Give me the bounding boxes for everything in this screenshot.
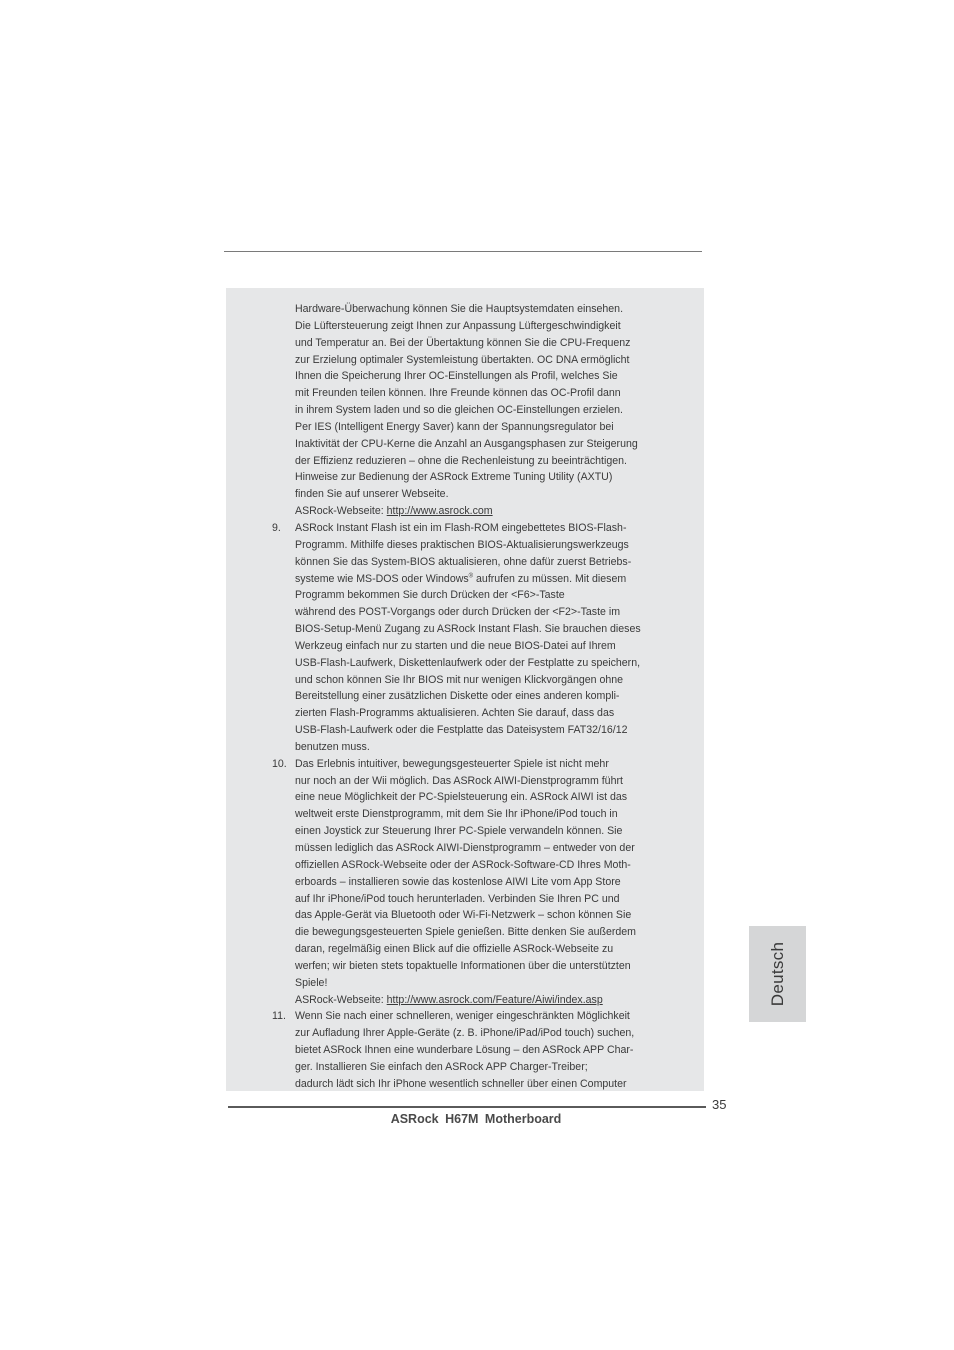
line-text-main: und Temperatur an. Bei der Übertaktung können Sie die CPU-Frequenz: [295, 336, 631, 349]
line-text: [295, 419, 614, 436]
line-text: [295, 335, 630, 352]
text-line: [226, 368, 704, 385]
text-line: [226, 806, 704, 823]
website-link[interactable]: http://www.asrock.com/Feature/Aiwi/index.asp: [386, 993, 603, 1006]
line-text-main: systeme wie MS-DOS oder Windows: [295, 572, 469, 585]
line-text-main: USB-Flash-Laufwerk oder die Festplatte das Dateisystem FAT32/16/12: [295, 724, 628, 737]
text-line: [226, 1076, 704, 1093]
line-text-main: Spiele!: [295, 976, 328, 989]
text-line: [226, 975, 704, 992]
line-text-main: zur Aufladung Ihrer Apple-Geräte (z. B. iPhone/iPad/iPod touch) suchen,: [295, 1027, 635, 1040]
language-tab-label: Deutsch: [767, 941, 787, 1007]
line-text: [295, 486, 449, 503]
line-text-main: bietet ASRock Ihnen eine wunderbare Lösung – den ASRock APP Char-: [295, 1044, 634, 1057]
text-line: [226, 1059, 704, 1076]
line-text: [295, 722, 627, 739]
text-line: [226, 520, 704, 537]
text-line: [226, 571, 704, 588]
line-text-main: ASRock-Webseite:: [295, 505, 387, 518]
line-text: [295, 587, 565, 604]
text-line: [226, 1008, 704, 1025]
line-text: [295, 789, 627, 806]
line-text: [295, 857, 631, 874]
text-line: [226, 874, 704, 891]
line-text: [295, 520, 626, 537]
text-line: [226, 318, 704, 335]
line-text: [295, 1008, 630, 1025]
line-text: [295, 368, 618, 385]
list-number: 11.: [272, 1010, 286, 1023]
line-text: [295, 554, 631, 571]
line-text: [295, 958, 631, 975]
line-text: [295, 891, 620, 908]
text-line: [226, 722, 704, 739]
text-line: [226, 503, 704, 520]
body-text: [226, 301, 704, 1093]
line-text-main: Bereitstellung einer zusätzlichen Diskette oder eines anderen kompli-: [295, 690, 620, 703]
line-text: [295, 941, 613, 958]
line-text-main: benutzen muss.: [295, 740, 370, 753]
text-line: [226, 385, 704, 402]
text-line: [226, 486, 704, 503]
text-line: [226, 941, 704, 958]
line-text: [295, 436, 638, 453]
line-text: [295, 1025, 634, 1042]
line-text-main: ASRock Instant Flash ist ein im Flash-ROM eingebettetes BIOS-Flash-: [295, 521, 627, 534]
line-text: [295, 604, 620, 621]
list-number: 10.: [272, 757, 287, 770]
page-number: 35: [712, 1097, 727, 1112]
line-text-main: offiziellen ASRock-Webseite oder der ASRock-Software-CD Ihres Moth-: [295, 858, 631, 871]
line-text: [295, 874, 621, 891]
line-text: [295, 352, 629, 369]
line-text-main: Programm bekommen Sie durch Drücken der <F6>-Taste: [295, 589, 565, 602]
registered-mark: ®: [468, 572, 474, 579]
line-text-main: zur Erzielung optimaler Systemleistung übertakten. OC DNA ermöglicht: [295, 353, 630, 366]
line-text: [295, 924, 636, 941]
line-text-main: erboards – installieren sowie das kostenlose AIWI Lite vom App Store: [295, 875, 621, 888]
line-text: [295, 705, 614, 722]
line-text: [295, 1059, 588, 1076]
text-line: [226, 739, 704, 756]
line-text: [295, 537, 629, 554]
text-line: [226, 436, 704, 453]
line-text-main: das Apple-Gerät via Bluetooth oder Wi-Fi-Netzwerk – schon können Sie: [295, 909, 632, 922]
line-text: [295, 975, 327, 992]
line-text-main: Wenn Sie nach einer schnelleren, weniger eingeschränkten Möglichkeit: [295, 1010, 630, 1023]
line-text: [295, 621, 641, 638]
text-line: [226, 992, 704, 1009]
line-text-main: daran, regelmäßig einen Blick auf die offizielle ASRock-Webseite zu: [295, 943, 614, 956]
line-text: [295, 806, 618, 823]
line-text: [295, 638, 616, 655]
line-text: [295, 402, 623, 419]
line-text-main: einen Joystick zur Steuerung Ihrer PC-Spiele verwandeln können. Sie: [295, 825, 623, 838]
line-text: [295, 739, 370, 756]
line-text-main: auf Ihr iPhone/iPod touch herunterladen. Verbinden Sie Ihren PC und: [295, 892, 620, 905]
line-text-main: und schon können Sie Ihr BIOS mit nur wenigen Klickvorgängen ohne: [295, 673, 624, 686]
line-text-main: Hardware-Überwachung können Sie die Hauptsystemdaten einsehen.: [295, 303, 624, 315]
text-line: [226, 756, 704, 773]
text-line: [226, 907, 704, 924]
line-text: [295, 992, 603, 1009]
line-text-main: können Sie das System-BIOS aktualisieren, ohne dafür zuerst Betriebs-: [295, 555, 632, 568]
language-tab: [749, 926, 806, 1022]
line-text-main: müssen lediglich das ASRock AIWI-Dienstprogramm – entweder von der: [295, 842, 635, 854]
text-line: [226, 1025, 704, 1042]
text-line: [226, 958, 704, 975]
line-text: [295, 1042, 633, 1059]
text-line: [226, 655, 704, 672]
line-text-main: werfen; wir bieten stets topaktuelle Informationen über die unterstützten: [295, 959, 631, 972]
line-text: [295, 756, 609, 773]
text-line: [226, 840, 704, 857]
line-text-main: der Effizienz reduzieren – ohne die Rechenleistung zu beeinträchtigen.: [295, 454, 627, 467]
text-line: [226, 688, 704, 705]
line-text-main: dadurch lädt sich Ihr iPhone wesentlich schneller über einen Computer: [295, 1077, 627, 1090]
text-line: [226, 537, 704, 554]
line-text-main: finden Sie auf unserer Webseite.: [295, 488, 449, 501]
line-text: [295, 907, 631, 924]
line-text-main: Per IES (Intelligent Energy Saver) kann der Spannungsregulator bei: [295, 420, 614, 433]
text-line: [226, 857, 704, 874]
text-line: [226, 789, 704, 806]
line-text-main: Ihnen die Speicherung Ihrer OC-Einstellungen als Profil, welches Sie: [295, 370, 618, 383]
line-text: [295, 571, 626, 588]
line-text-main: während des POST-Vorgangs oder durch Drücken der <F2>-Taste im: [295, 606, 621, 619]
text-line: [226, 419, 704, 436]
text-line: [226, 705, 704, 722]
text-line: [226, 924, 704, 941]
line-text-main: Das Erlebnis intuitiver, bewegungsgesteuerter Spiele ist nicht mehr: [295, 757, 609, 770]
line-text: [295, 1076, 627, 1093]
line-text: [295, 385, 621, 402]
line-text-main: BIOS-Setup-Menü Zugang zu ASRock Instant Flash. Sie brauchen dieses: [295, 623, 641, 636]
line-text: [295, 823, 622, 840]
line-text-main: Werkzeug einfach nur zu starten und die neue BIOS-Datei auf Ihrem: [295, 639, 616, 652]
line-text: [295, 469, 612, 486]
line-text-after: aufrufen zu müssen. Mit diesem: [473, 572, 627, 585]
line-text: [295, 773, 623, 790]
line-text-main: ASRock-Webseite:: [295, 993, 387, 1006]
list-number: 9.: [272, 521, 281, 534]
line-text: [295, 840, 635, 857]
text-line: [226, 638, 704, 655]
line-text-main: Programm. Mithilfe dieses praktischen BIOS-Aktualisierungswerkzeugs: [295, 538, 629, 551]
line-text: [295, 318, 621, 335]
footer-rule: [228, 1106, 706, 1108]
line-text-main: nur noch an der Wii möglich. Das ASRock AIWI-Dienstprogramm führt: [295, 774, 623, 787]
line-text-main: Die Lüftersteuerung zeigt Ihnen zur Anpassung Lüftergeschwindigkeit: [295, 319, 621, 332]
line-text: [295, 688, 619, 705]
line-text-main: ger. Installieren Sie einfach den ASRock APP Charger-Treiber;: [295, 1060, 588, 1073]
text-line: [226, 621, 704, 638]
line-text-main: USB-Flash-Laufwerk, Diskettenlaufwerk oder der Festplatte zu speichern,: [295, 656, 641, 669]
line-text-main: eine neue Möglichkeit der PC-Spielsteuerung ein. ASRock AIWI ist das: [295, 791, 628, 804]
line-text-main: zierten Flash-Programms aktualisieren. Achten Sie darauf, dass das: [295, 707, 615, 720]
text-line: [226, 604, 704, 621]
header-rule: [224, 251, 702, 252]
text-line: [226, 554, 704, 571]
text-line: [226, 402, 704, 419]
line-text: [295, 503, 493, 520]
footer-title: ASRock H67M Motherboard: [390, 1112, 562, 1126]
text-line: [226, 1042, 704, 1059]
line-text: [295, 301, 623, 318]
line-text-main: in ihrem System laden und so die gleichen OC-Einstellungen erzielen.: [295, 404, 623, 417]
text-line: [226, 301, 704, 318]
line-text: [295, 453, 627, 470]
line-text-main: mit Freunden teilen können. Ihre Freunde können das OC-Profil dann: [295, 387, 621, 400]
text-line: [226, 469, 704, 486]
text-line: [226, 891, 704, 908]
text-line: [226, 672, 704, 689]
text-line: [226, 773, 704, 790]
text-line: [226, 335, 704, 352]
text-line: [226, 823, 704, 840]
line-text: [295, 655, 640, 672]
line-text: [295, 672, 623, 689]
text-line: [226, 587, 704, 604]
text-line: [226, 453, 704, 470]
line-text-main: Hinweise zur Bedienung der ASRock Extreme Tuning Utility (AXTU): [295, 471, 613, 484]
text-line: [226, 352, 704, 369]
line-text-main: weltweit erste Dienstprogramm, mit dem Sie Ihr iPhone/iPod touch in: [295, 808, 618, 821]
line-text-main: die bewegungsgesteuerten Spiele genießen. Bitte denken Sie außerdem: [295, 926, 636, 939]
content-panel: [226, 288, 704, 1091]
line-text-main: Inaktivität der CPU-Kerne die Anzahl an Ausgangsphasen zur Steigerung: [295, 437, 638, 450]
website-link[interactable]: http://www.asrock.com: [386, 505, 493, 518]
